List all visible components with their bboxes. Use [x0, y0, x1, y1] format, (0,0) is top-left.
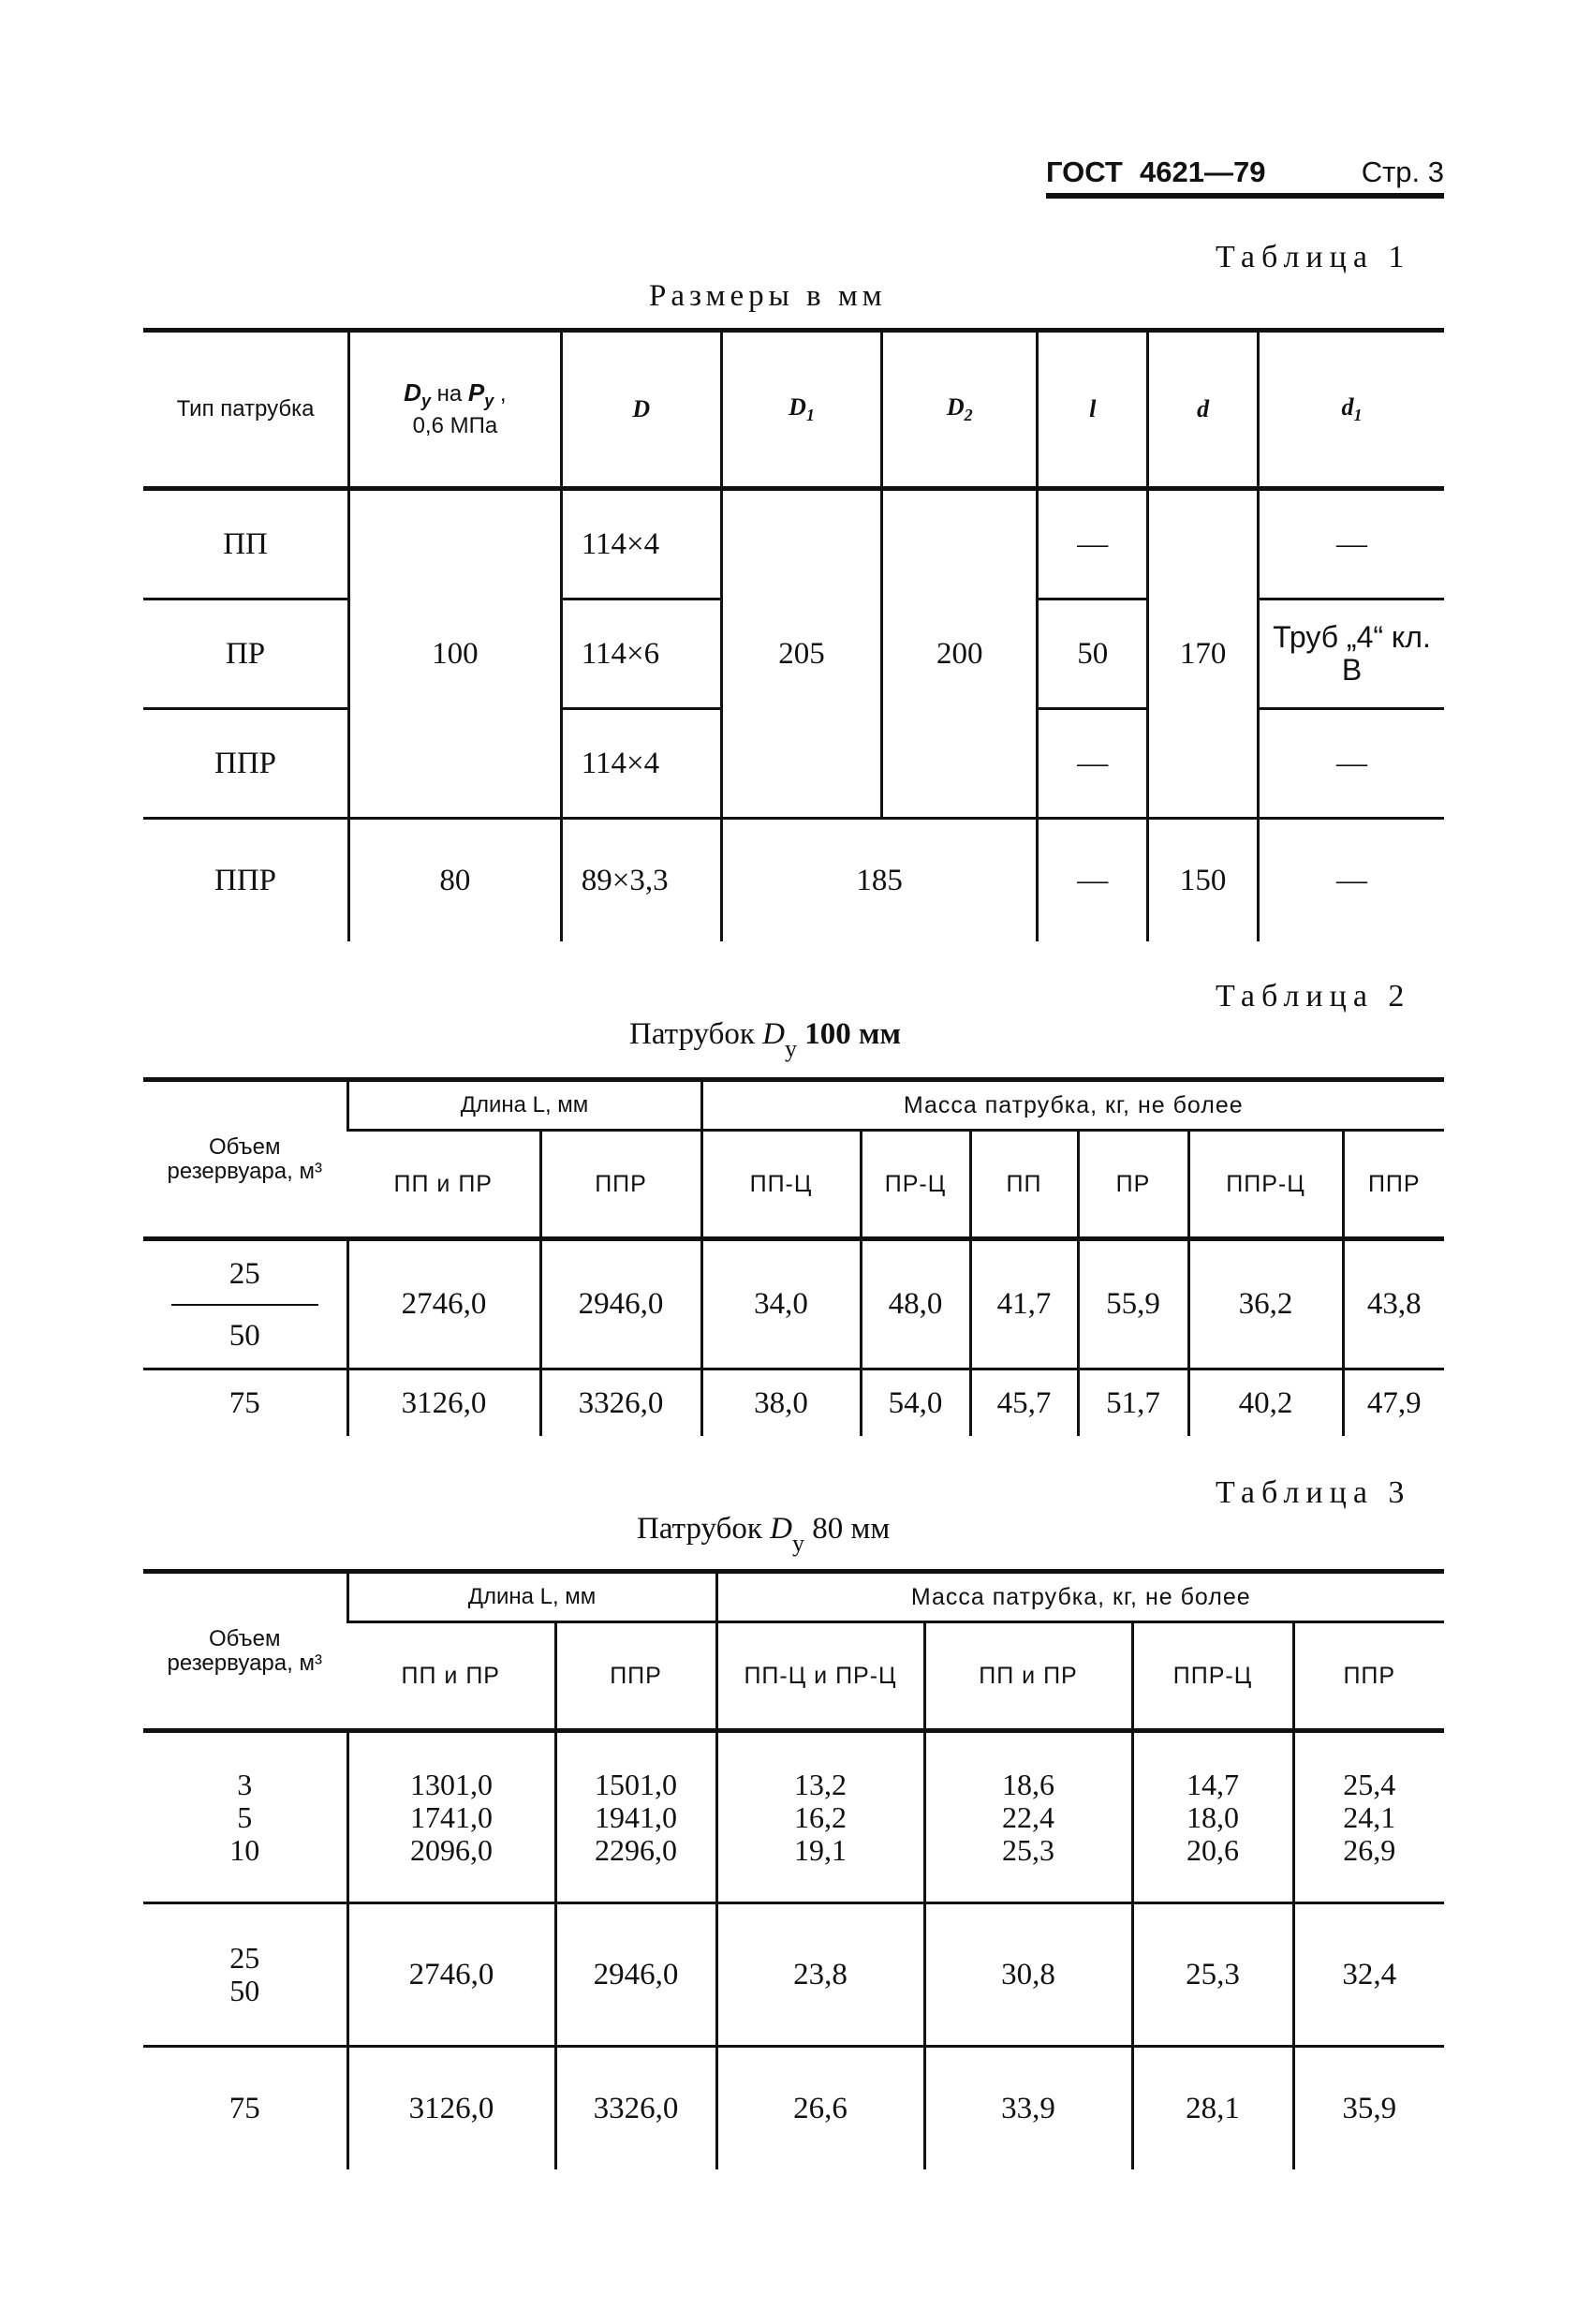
table-row: ППР 114×4 — —: [143, 709, 1444, 819]
col-header-dy: $D_у$ на $P_у$ , 0,6 МПа: [349, 331, 562, 489]
table-1: [143, 328, 1444, 941]
table-row: 25 50 2746,0 2946,0 23,8 30,8 25,3 32,4: [143, 1903, 1444, 2047]
table-row: 25 50 2746,0 2946,0 34,0 48,0 41,7 55,9 36,2 43,8: [143, 1239, 1444, 1369]
col-header-type: Тип патрубка: [143, 331, 349, 489]
page-number: Стр. 3: [1361, 155, 1444, 188]
col-header-length: Длина L, мм: [347, 1080, 701, 1131]
col-header-d: d: [1148, 331, 1259, 489]
d-170: 170: [1148, 489, 1259, 819]
table3-label: Таблица 3: [1216, 1475, 1411, 1510]
table1-caption: Размеры в мм: [649, 279, 887, 313]
table-2: Объем резервуара, м³ Длина L, мм Масса патрубка, кг, не более ПП и ПР ППР ПП-Ц ПР-Ц ПП ПР ППР-Ц ППР 25 50 2746,0 2946,0 34,0 48,0 41,7 55,9 36,2 43,8 75 3126,0 3326,0 38,0 54,0 45,7 51,7 40,2 47,9: [143, 1077, 1444, 1436]
table2-label: Таблица 2: [1216, 979, 1411, 1014]
col-header-D1: $D_1$: [721, 331, 881, 489]
table-row: ПП 100 114×4 205 200 — 170 —: [143, 489, 1444, 600]
col-header-D2: $D_2$: [882, 331, 1038, 489]
table-row: ППР 80 89×3,3 185 — 150 —: [143, 819, 1444, 942]
col-header-D: D: [561, 331, 721, 489]
D2-200: 200: [882, 489, 1038, 819]
table3-caption: Патрубок $D_у$ 80 мм: [637, 1512, 891, 1557]
col-header-l: l: [1038, 331, 1148, 489]
col-header-volume: Объем резервуара, м³: [143, 1080, 347, 1239]
table-row: ПР 114×6 50 Труб „4“ кл. В: [143, 600, 1444, 709]
table1-label: Таблица 1: [1216, 240, 1411, 274]
table-row: 75 3126,0 3326,0 26,6 33,9 28,1 35,9: [143, 2047, 1444, 2170]
col-header-d1: $d_1$: [1259, 331, 1444, 489]
col-header-volume: Объем резервуара, м³: [143, 1572, 347, 1731]
page-header: [1046, 154, 1444, 199]
table2-caption: Патрубок $D_у$ 100 мм: [629, 1017, 901, 1062]
dy-100: 100: [349, 489, 562, 819]
D1-205: 205: [721, 489, 881, 819]
col-header-length: Длина L, мм: [347, 1572, 716, 1622]
standard-label: ГОСТ: [1046, 155, 1123, 188]
table-3: Объем резервуара, м³ Длина L, мм Масса патрубка, кг, не более ПП и ПР ППР ПП-Ц и ПР-Ц ПП и ПР ППР-Ц ППР 3 5 10 1301,0 1741,0 2096,0 1501,0 1941,0 2296,0 13,2 16,2 19,1 18,6 22,4 25,3 14,7 18,0 20,6 25,4 24,1 26,9 25 50 2746,0 2946,0 23,8 30,8 25,3 32,4 75 3126,0 3326,0 26,6 33,9 28,1 35,9: [143, 1569, 1444, 2169]
table-row: 75 3126,0 3326,0 38,0 54,0 45,7 51,7 40,2 47,9: [143, 1369, 1444, 1437]
col-header-mass: Масса патрубка, кг, не более: [716, 1572, 1444, 1622]
col-header-mass: Масса патрубка, кг, не более: [701, 1080, 1444, 1131]
standard-number: 4621—79: [1140, 155, 1266, 188]
table-row: 3 5 10 1301,0 1741,0 2096,0 1501,0 1941,0 2296,0 13,2 16,2 19,1 18,6 22,4 25,3 14,7 18,0 20,6 25,4 24,1 26,9: [143, 1731, 1444, 1903]
